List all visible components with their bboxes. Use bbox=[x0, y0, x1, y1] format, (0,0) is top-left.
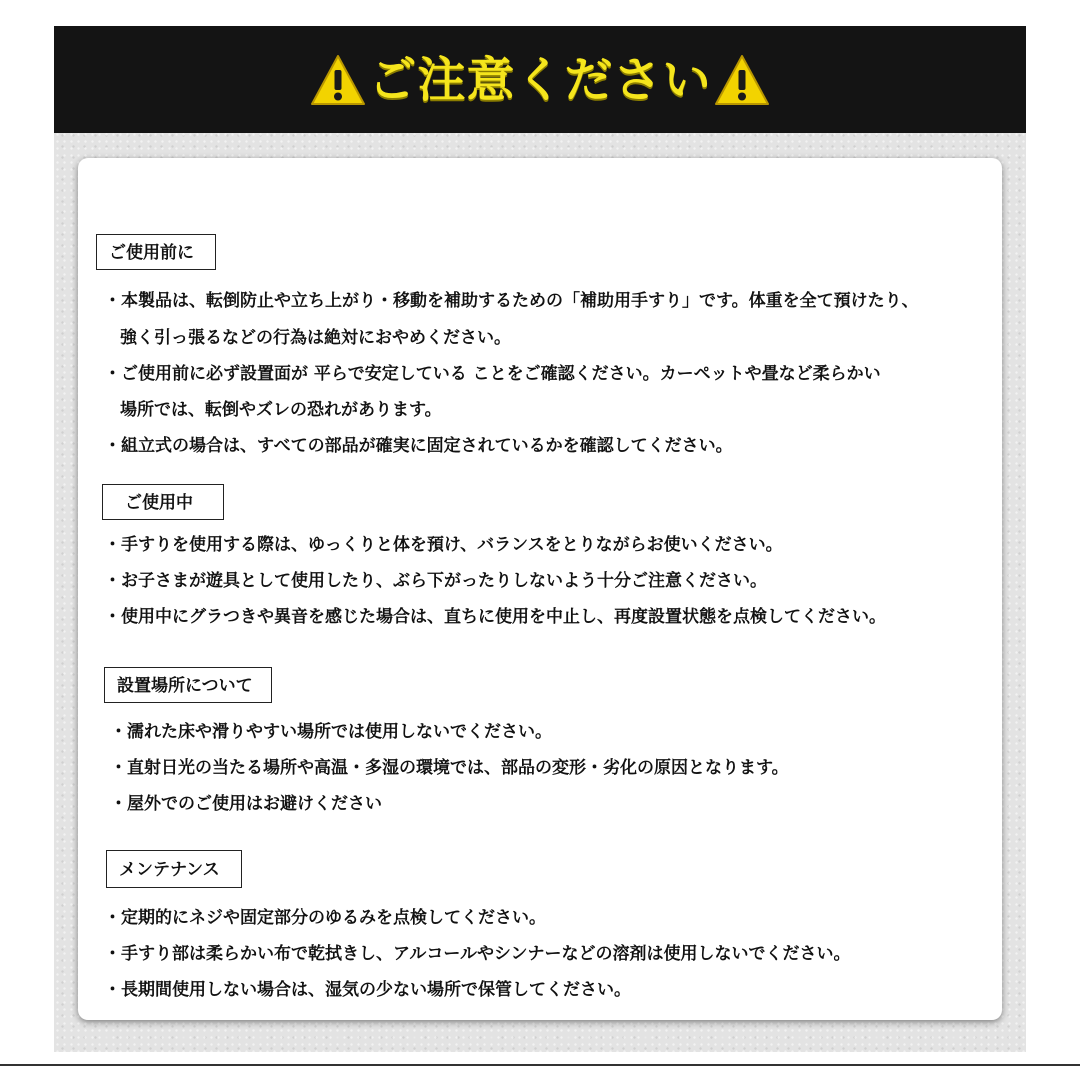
warning-triangle-icon bbox=[714, 53, 770, 107]
notice-line: ・屋外でのご使用はお避けください bbox=[110, 794, 382, 814]
notice-card bbox=[78, 158, 1002, 1020]
notice-header bbox=[54, 26, 1026, 133]
notice-line: ・長期間使用しない場合は、湿気の少ない場所で保管してください。 bbox=[104, 980, 631, 1000]
notice-line: ・直射日光の当たる場所や高温・多湿の環境では、部品の変形・劣化の原因となります。 bbox=[110, 758, 789, 778]
notice-line: ・手すりを使用する際は、ゆっくりと体を預け、バランスをとりながらお使いください。 bbox=[104, 535, 783, 555]
section-label-maintenance: メンテナンス bbox=[106, 850, 242, 888]
notice-line: 強く引っ張るなどの行為は絶対におやめください。 bbox=[120, 328, 511, 348]
section-label-during-use: ご使用中 bbox=[102, 484, 224, 520]
notice-title: ご注意ください bbox=[368, 52, 712, 108]
section-label-installation: 設置場所について bbox=[104, 667, 272, 703]
warning-triangle-icon bbox=[310, 53, 366, 107]
notice-panel bbox=[54, 26, 1026, 1052]
notice-line: ・手すり部は柔らかい布で乾拭きし、アルコールやシンナーなどの溶剤は使用しないでください。 bbox=[104, 944, 851, 964]
section-label-before-use: ご使用前に bbox=[96, 234, 216, 270]
notice-line: ・お子さまが遊具として使用したり、ぶら下がったりしないよう十分ご注意ください。 bbox=[104, 571, 767, 591]
notice-line: ・ご使用前に必ず設置面が 平らで安定している ことをご確認ください。カーペットや畳など柔らかい bbox=[104, 364, 881, 384]
notice-line: ・本製品は、転倒防止や立ち上がり・移動を補助するための「補助用手すり」です。体重を全て預けたり、 bbox=[104, 291, 919, 311]
notice-line: ・組立式の場合は、すべての部品が確実に固定されているかを確認してください。 bbox=[104, 436, 733, 456]
notice-line: 場所では、転倒やズレの恐れがあります。 bbox=[120, 400, 442, 420]
notice-line: ・使用中にグラつきや異音を感じた場合は、直ちに使用を中止し、再度設置状態を点検してください。 bbox=[104, 607, 886, 627]
notice-line: ・定期的にネジや固定部分のゆるみを点検してください。 bbox=[104, 908, 546, 928]
notice-line: ・濡れた床や滑りやすい場所では使用しないでください。 bbox=[110, 722, 552, 742]
bottom-divider bbox=[0, 1064, 1080, 1066]
